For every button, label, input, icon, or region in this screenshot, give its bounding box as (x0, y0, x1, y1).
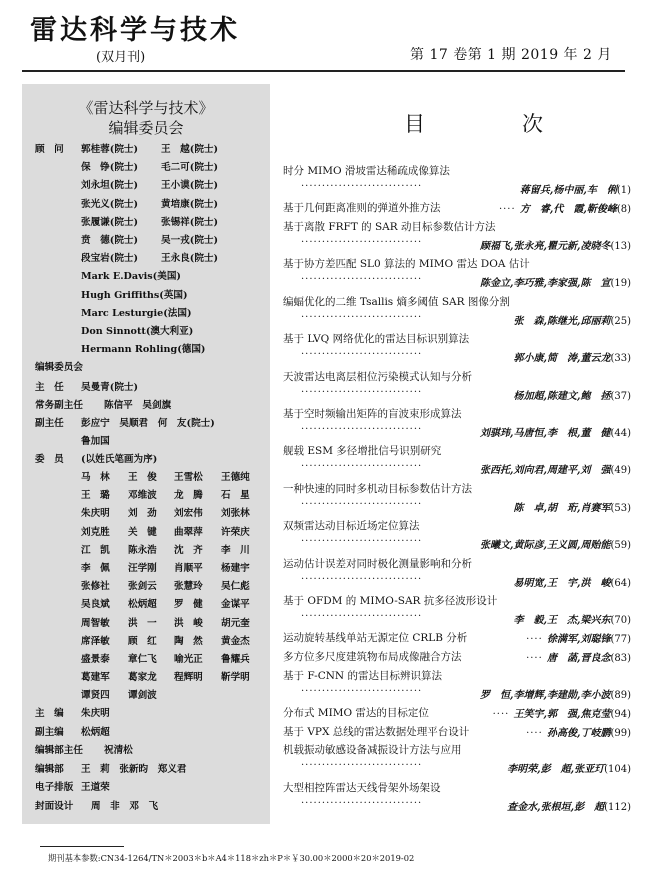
advisor-name: 王小谟(院士) (161, 180, 219, 192)
toc-entry-title: 编蝠优化的二维 Tsallis 熵多阈值 SAR 图像分割 (283, 295, 510, 308)
member-name: 王 璐 (81, 490, 110, 502)
leader-dots: ····························· (301, 685, 423, 697)
member-name: 沈 齐 (174, 544, 203, 556)
toc-entry-author-page (514, 611, 632, 626)
typesetting-name: 王道荣 (81, 782, 110, 794)
member-name: 汪学刚 (128, 563, 157, 574)
toc-entry-page: (94) (610, 709, 631, 720)
member-name: 石 星 (221, 490, 250, 502)
leader-dots: ····························· (301, 498, 423, 510)
advisor-name: 王 越(院士) (161, 144, 219, 155)
toc-entry-page: (44) (610, 428, 631, 439)
journal-frequency: (双月刊) (96, 50, 146, 65)
toc-entry-title: 基于几何距离准则的弹道外推方法 (283, 202, 441, 215)
intl-advisor-name: Mark E.Davis(美国) (81, 271, 181, 283)
journal-parameters: 期刊基本参数:CN34-1264/TN＊2003＊b＊A4＊118＊zh＊P＊￥30.00＊2000＊20＊2019-02 (48, 853, 415, 863)
member-name: 罗 健 (174, 599, 203, 611)
member-name: 刘张林 (221, 508, 250, 520)
toc-entry-authors: 徐满军,刘聪锋 (546, 634, 611, 646)
toc-entry-authors: 张 森,陈继光,邱丽莉 (513, 315, 611, 327)
toc-entry-author-page (480, 274, 631, 289)
members-note: (以姓氏笔画为序) (81, 454, 158, 465)
member-name: 杨建宇 (221, 563, 250, 574)
member-name: 谭剑波 (128, 690, 157, 702)
toc-entry-authors: 李明荣,彭 超,张亚玎 (507, 764, 605, 776)
member-name: 曲翠萍 (174, 526, 203, 538)
member-name: 周智敏 (81, 617, 110, 629)
toc-entry-author-page (480, 424, 631, 439)
toc-entry-title: 天波雷达电离层相位污染模式认知与分析 (283, 370, 472, 383)
toc-entry-author-page (514, 574, 632, 589)
advisor-name: 张锡祥(院士) (161, 216, 219, 228)
board-title: 《雷达科学与技术》 (78, 99, 214, 117)
advisor-name: 刘永坦(院士) (81, 180, 139, 192)
committee-heading: 编辑委员会 (35, 362, 83, 373)
member-name: 席泽敏 (81, 635, 110, 647)
members-label: 委 员 (35, 454, 64, 465)
toc-entry-authors: 方 睿,代 霞,靳俊峰 (519, 204, 617, 216)
header-divider (22, 70, 625, 72)
advisors-label: 顾 问 (35, 144, 64, 155)
toc-entry-page: (25) (610, 315, 631, 327)
member-name: 章仁飞 (128, 654, 157, 665)
deputy-editor-label: 副主编 (35, 726, 64, 738)
member-name: 吴良斌 (81, 599, 110, 611)
typesetting-label: 电子排版 (35, 782, 74, 794)
office-director-label: 编辑部主任 (35, 745, 83, 757)
toc-entry-title: 基于 LVQ 网络优化的雷达目标识别算法 (283, 333, 470, 346)
toc-entry-title: 基于 VPX 总线的雷达数据处理平台设计 (283, 725, 470, 738)
director-label: 主 任 (35, 382, 64, 393)
toc-entry-authors: 孙高俊,丁岐鹏 (546, 727, 611, 739)
footnote-rule (40, 846, 124, 847)
dept-label: 编辑部 (35, 763, 64, 775)
toc-entry-authors: 罗 恒,李增辉,李建勋,李小波 (480, 689, 611, 701)
toc-entry-title: 基于离散 FRFT 的 SAR 动目标参数估计方法 (283, 221, 496, 233)
member-name: 刘 劲 (128, 508, 157, 520)
toc-entry-author-page (526, 724, 631, 739)
advisor-name: 张光义(院士) (81, 198, 139, 210)
toc-entry-page: (1) (616, 185, 631, 196)
toc-entry-author-page (480, 686, 631, 701)
member-name: 龙 腾 (174, 490, 203, 502)
leader-dots: ···· (526, 653, 547, 664)
advisor-name: 段宝岩(院士) (81, 253, 139, 265)
member-name: 朱庆明 (81, 508, 110, 520)
member-name: 李 川 (221, 544, 250, 556)
toc-entry-page: (77) (610, 634, 631, 646)
toc-entry-author-page (514, 349, 632, 364)
leader-dots: ···· (492, 709, 514, 720)
leader-dots: ····························· (301, 461, 423, 473)
toc-entry-authors: 郭小康,简 涛,董云龙 (513, 353, 611, 365)
member-name: 黄金杰 (221, 635, 250, 647)
toc-entry-page: (83) (610, 653, 631, 664)
leader-dots: ····························· (301, 536, 423, 548)
advisor-name: 贲 德(院士) (81, 235, 139, 246)
advisor-name: 保 铮(院士) (81, 162, 139, 174)
toc-entry-title: 一种快速的同时多机动目标参数估计方法 (283, 482, 472, 495)
board-subtitle: 编辑委员会 (108, 119, 184, 137)
toc-entry-authors: 张西托,刘向君,周建平,刘 强 (480, 465, 611, 477)
member-name: 谭贤四 (81, 690, 110, 702)
member-name: 胡元奎 (221, 617, 250, 629)
toc-entry-page: (64) (610, 577, 631, 589)
member-name: 顾 红 (128, 635, 157, 647)
intl-advisor-name: Hugh Griffiths(英国) (81, 289, 188, 301)
intl-advisor-name: Don Sinnott(澳大利亚) (81, 326, 194, 337)
member-name: 吴仁彪 (221, 581, 250, 593)
toc-entry-title: 时分 MIMO 滑坡雷达稀疏成像算法 (283, 165, 450, 177)
intl-advisor-name: Hermann Rohling(德国) (81, 344, 206, 356)
cover-names: 周 非 邓 飞 (91, 801, 159, 812)
member-name: 刘宏伟 (174, 508, 203, 520)
toc-entry-authors: 易明宽,王 宇,洪 峻 (513, 577, 611, 589)
toc-entry-page: (8) (616, 204, 631, 216)
deputy-label: 副主任 (35, 418, 64, 429)
toc-entry-authors: 陈 卓,胡 珩,肖赛军 (513, 502, 611, 514)
intl-advisor-name: Marc Lesturgie(法国) (81, 307, 192, 319)
director-name: 吴曼青(院士) (81, 382, 139, 393)
advisor-name: 吴一戎(院士) (161, 235, 219, 246)
advisor-name: 郭桂蓉(院士) (81, 144, 139, 155)
toc-entry-page: (49) (610, 465, 631, 477)
toc-entry-authors: 顾福飞,张永亮,瞿元新,凌晓冬 (480, 241, 611, 252)
toc-entry-author-page (507, 798, 631, 813)
toc-entry-authors: 唐 菡,晋良念 (546, 653, 611, 664)
deputy-names: 鲁加国 (81, 436, 110, 447)
leader-dots: ···· (526, 634, 547, 646)
toc-entry-author-page (520, 181, 631, 196)
member-name: 王德纯 (221, 472, 250, 483)
member-name: 喻光正 (174, 654, 203, 665)
deputy-names: 彭应宁 吴顺君 何 友(院士) (81, 418, 215, 429)
toc-entry-authors: 杨加超,陈建文,鲍 拯 (513, 390, 611, 402)
member-name: 邓维波 (128, 490, 157, 502)
chief-editor-label: 主 编 (35, 708, 64, 719)
advisor-name: 黄培康(院士) (161, 198, 219, 210)
office-director-name: 祝清松 (104, 745, 133, 757)
cover-label: 封面设计 (35, 801, 74, 812)
leader-dots: ····························· (301, 611, 423, 622)
toc-entry-authors: 蒋留兵,杨中丽,车 俐 (519, 185, 617, 196)
issue-info: 第 17 卷第 1 期 2019 年 2 月 (410, 47, 612, 63)
leader-dots: ····························· (301, 424, 423, 435)
member-name: 葛家龙 (128, 672, 157, 684)
toc-entry-author-page (480, 536, 631, 551)
member-name: 洪 一 (128, 617, 157, 629)
toc-entry-author-page (514, 499, 632, 514)
exec-deputy-names: 陈信平 吴剑旗 (104, 400, 172, 411)
leader-dots: ····························· (301, 311, 423, 323)
leader-dots: ····························· (301, 181, 423, 192)
toc-entry-authors: 王笑宇,郭 强,焦克莹 (513, 709, 611, 720)
toc-entry-title: 双频雷达动目标近场定位算法 (283, 520, 420, 533)
leader-dots: ····························· (301, 797, 423, 809)
member-name: 王雪松 (174, 472, 203, 483)
toc-entry-authors: 张曦文,黄际彦,王义圆,周贻能 (480, 540, 611, 552)
member-name: 葛建军 (81, 672, 110, 684)
toc-entry-author-page (493, 705, 631, 720)
toc-entry-author-page (480, 237, 631, 252)
toc-entry-page: (104) (604, 764, 631, 776)
toc-entry-authors: 刘骐玮,马唐恒,李 根,董 健 (480, 428, 611, 439)
advisor-name: 毛二可(院士) (161, 162, 219, 174)
toc-entry-author-page (526, 649, 631, 664)
leader-dots: ···· (498, 204, 520, 216)
toc-entry-title: 基于 F-CNN 的雷达目标辨识算法 (283, 669, 442, 682)
member-name: 盛景泰 (81, 654, 110, 665)
toc-entry-page: (89) (610, 689, 631, 701)
chief-editor-name: 朱庆明 (81, 708, 110, 719)
toc-entry-authors: 查金水,张根垣,彭 超 (507, 801, 605, 813)
toc-entry-author-page (507, 760, 631, 775)
toc-entry-page: (37) (610, 390, 631, 402)
toc-entry-authors: 陈金立,李巧雅,李家强,陈 宣 (480, 278, 611, 290)
toc-entry-title: 多方位多尺度建筑物布局成像融合方法 (283, 651, 462, 663)
leader-dots: ···· (526, 727, 547, 739)
toc-entry-author-page (526, 630, 631, 645)
toc-entry-title: 基于 OFDM 的 MIMO-SAR 抗多径波形设计 (283, 595, 498, 607)
toc-entry-author-page (514, 312, 632, 327)
toc-entry-author-page (514, 387, 632, 402)
toc-entry-title: 舰载 ESM 多径增批信号识别研究 (283, 445, 442, 458)
toc-entry-authors: 李 毅,王 杰,梁兴东 (513, 615, 611, 626)
member-name: 王 俊 (128, 472, 157, 483)
member-name: 陈永浩 (128, 544, 157, 556)
deputy-editor-name: 松炳超 (81, 726, 110, 738)
toc-entry-page: (59) (610, 540, 631, 552)
member-name: 张剑云 (128, 581, 157, 593)
member-name: 江 凯 (81, 544, 110, 556)
member-name: 刘克胜 (81, 526, 110, 538)
member-name: 松炳超 (128, 599, 157, 611)
toc-entry-title: 基于协方差匹配 SL0 算法的 MIMO 雷达 DOA 估计 (283, 258, 530, 271)
member-name: 金谋平 (221, 599, 250, 611)
toc-heading: 目 次 (404, 112, 581, 136)
toc-entry-author-page (480, 461, 631, 476)
toc-entry-author-page (499, 200, 631, 215)
member-name: 张慧玲 (174, 581, 203, 593)
leader-dots: ····························· (301, 349, 423, 361)
member-name: 程辉明 (174, 672, 203, 684)
advisor-name: 王永良(院士) (161, 253, 219, 265)
advisor-name: 张履谦(院士) (81, 216, 139, 228)
toc-entry-page: (33) (610, 353, 631, 365)
member-name: 关 键 (128, 526, 157, 538)
leader-dots: ····························· (301, 573, 423, 585)
member-name: 李 佩 (81, 563, 110, 574)
toc-entry-page: (13) (610, 241, 631, 252)
member-name: 马 林 (81, 472, 110, 483)
member-name: 鲁耀兵 (221, 654, 250, 665)
leader-dots: ····························· (301, 274, 423, 286)
toc-entry-title: 大型相控阵雷达天线骨架外场架设 (283, 781, 441, 794)
leader-dots: ····························· (301, 760, 423, 772)
toc-entry-page: (112) (604, 801, 631, 813)
toc-entry-title: 分布式 MIMO 雷达的目标定位 (283, 707, 429, 719)
exec-deputy-label: 常务副主任 (35, 400, 83, 411)
toc-entry-page: (70) (610, 615, 631, 626)
member-name: 陶 然 (174, 635, 203, 647)
member-name: 肖顺平 (174, 563, 203, 574)
toc-entry-title: 运动旋转基线单站无源定位 CRLB 分析 (283, 632, 468, 645)
member-name: 许荣庆 (221, 526, 250, 538)
member-name: 张修社 (81, 581, 110, 593)
toc-entry-title: 基于空时频输出矩阵的盲波束形成算法 (283, 408, 462, 420)
journal-title: 雷达科学与技术 (30, 15, 240, 46)
toc-entry-title: 运动估计误差对同时极化测量影响和分析 (283, 557, 472, 570)
toc-entry-page: (99) (610, 727, 631, 739)
leader-dots: ····························· (301, 386, 423, 398)
leader-dots: ····························· (301, 237, 423, 248)
dept-names: 王 莉 张新昀 郑义君 (81, 763, 187, 775)
member-name: 洪 峻 (174, 617, 203, 629)
member-name: 靳学明 (221, 672, 250, 684)
toc-entry-page: (53) (610, 502, 631, 514)
toc-entry-page: (19) (610, 278, 631, 290)
toc-entry-title: 机载振动敏感设备减振设计方法与应用 (283, 744, 462, 757)
